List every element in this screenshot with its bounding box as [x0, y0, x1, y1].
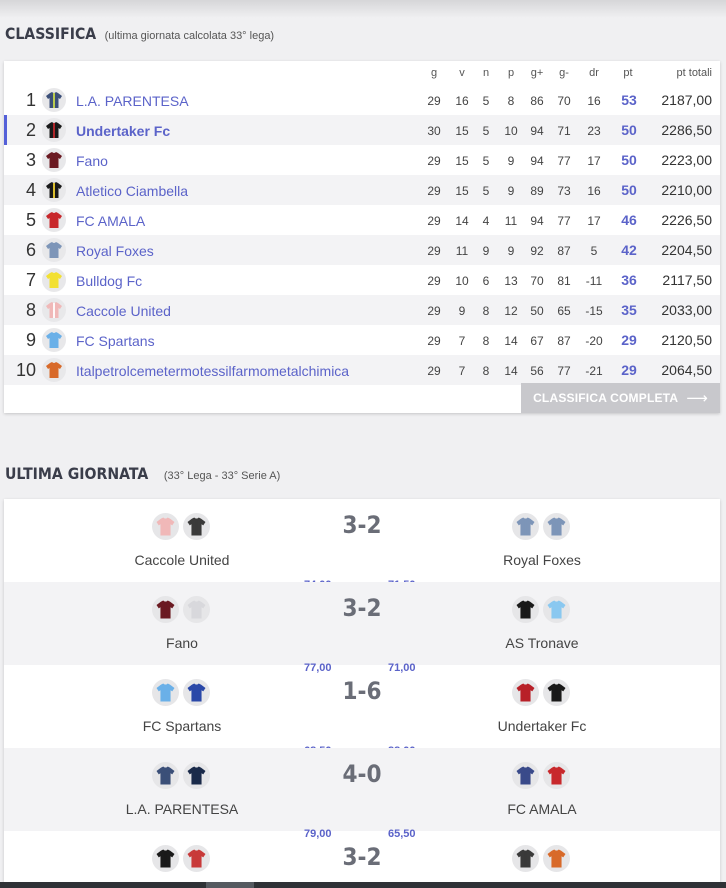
- table-row[interactable]: [4, 325, 720, 355]
- cell-pt: 50: [621, 152, 637, 168]
- away-fantasy-points: 65,50: [388, 828, 416, 840]
- col-dr: dr: [589, 67, 599, 79]
- cell-gminus: 77: [557, 214, 571, 228]
- cell-dr: 23: [587, 124, 601, 138]
- team-name-link[interactable]: Undertaker Fc: [76, 123, 171, 139]
- cell-dr: -11: [585, 274, 603, 288]
- cell-v: 9: [458, 304, 466, 318]
- cell-p: 12: [504, 304, 518, 318]
- full-standings-label: CLASSIFICA COMPLETA: [533, 391, 679, 405]
- standings-subtitle: (ultima giornata calcolata 33° lega): [104, 30, 275, 42]
- col-gminus: g-: [559, 67, 569, 79]
- cell-gminus: 70: [557, 94, 571, 108]
- cell-pt: 35: [621, 302, 637, 318]
- rank: 9: [25, 330, 36, 350]
- home-team-name[interactable]: L.A. PARENTESA: [125, 801, 239, 817]
- standings-heading: [5, 24, 274, 43]
- arrow-right-icon: ⟶: [686, 390, 708, 407]
- cell-total: 2117,50: [662, 272, 712, 288]
- team-logo-icon: [152, 762, 179, 789]
- cell-n: 5: [482, 154, 490, 168]
- jersey-icon: [42, 238, 66, 262]
- col-g: g: [430, 67, 438, 79]
- home-team-name[interactable]: FC Spartans: [142, 718, 222, 734]
- team-logo-icon: [183, 845, 210, 872]
- cell-v: 14: [455, 214, 469, 228]
- table-row[interactable]: [4, 175, 720, 205]
- cell-total: 2286,50: [661, 122, 712, 138]
- away-team-name[interactable]: AS Tronave: [505, 635, 579, 651]
- cell-gplus: 86: [530, 94, 544, 108]
- cell-gminus: 87: [557, 244, 571, 258]
- rank: 8: [25, 300, 36, 320]
- home-team-name[interactable]: Fano: [166, 635, 198, 651]
- cell-p: 11: [504, 214, 518, 228]
- scrollbar-thumb[interactable]: [206, 882, 254, 888]
- cell-gplus: 94: [530, 154, 544, 168]
- cell-gplus: 94: [530, 124, 544, 138]
- top-shadow: [0, 0, 726, 18]
- cell-g: 29: [427, 364, 441, 378]
- cell-gminus: 73: [557, 184, 571, 198]
- cell-gminus: 65: [557, 304, 571, 318]
- rank: 1: [25, 90, 36, 110]
- match-score: 4-0: [342, 760, 382, 788]
- home-icons: [152, 679, 210, 706]
- cell-v: 15: [455, 184, 469, 198]
- team-logo-icon: [152, 513, 179, 540]
- match-item[interactable]: [4, 831, 720, 888]
- round-title: ULTIMA GIORNATA: [5, 464, 149, 483]
- away-icons: [512, 513, 570, 540]
- cell-v: 7: [458, 364, 466, 378]
- match-score: 3-2: [342, 843, 382, 871]
- cell-gplus: 50: [530, 304, 544, 318]
- jersey-icon: [42, 358, 66, 382]
- cell-dr: 17: [587, 214, 601, 228]
- team-name-link[interactable]: Italpetrolcemetermotessilfarmometalchimica: [76, 363, 350, 379]
- cell-pt: 42: [621, 242, 637, 258]
- team-name-link[interactable]: L.A. PARENTESA: [76, 93, 189, 109]
- match-score: 1-6: [342, 677, 382, 705]
- table-row[interactable]: [4, 265, 720, 295]
- cell-n: 8: [482, 364, 490, 378]
- team-logo-icon: [512, 679, 539, 706]
- standings-header: [4, 67, 720, 83]
- cell-pt: 36: [621, 272, 637, 288]
- cell-dr: 5: [590, 244, 598, 258]
- team-logo-icon: [183, 596, 210, 623]
- team-logo-icon: [512, 513, 539, 540]
- table-row[interactable]: [4, 85, 720, 115]
- cell-dr: -21: [585, 364, 603, 378]
- cell-n: 9: [482, 244, 490, 258]
- team-logo-icon: [183, 679, 210, 706]
- matches-list: [4, 499, 720, 888]
- cell-p: 8: [507, 94, 515, 108]
- team-logo-icon: [543, 762, 570, 789]
- cell-dr: -15: [585, 304, 603, 318]
- col-pt: pt: [623, 67, 633, 79]
- team-logo-icon: [152, 679, 179, 706]
- jersey-icon: [42, 328, 66, 352]
- table-row[interactable]: [4, 235, 720, 265]
- match-item[interactable]: [4, 582, 720, 674]
- away-team-name[interactable]: Undertaker Fc: [497, 718, 587, 734]
- team-logo-icon: [543, 679, 570, 706]
- home-icons: [152, 762, 210, 789]
- cell-g: 29: [427, 184, 441, 198]
- cell-p: 14: [504, 334, 518, 348]
- jersey-icon: [42, 148, 66, 172]
- rank: 7: [25, 270, 36, 290]
- away-team-name[interactable]: FC AMALA: [507, 801, 577, 817]
- home-icons: [152, 845, 210, 872]
- home-icons: [152, 513, 210, 540]
- standings-table: [4, 61, 720, 413]
- standings-title: CLASSIFICA: [5, 24, 97, 43]
- team-name-link[interactable]: FC AMALA: [76, 213, 146, 229]
- col-gplus: g+: [530, 67, 544, 79]
- cell-gplus: 67: [530, 334, 544, 348]
- cell-p: 9: [507, 154, 515, 168]
- rank: 5: [25, 210, 36, 230]
- team-logo-icon: [152, 596, 179, 623]
- cell-p: 10: [504, 124, 518, 138]
- col-total: pt totali: [676, 67, 712, 79]
- cell-gplus: 70: [530, 274, 544, 288]
- cell-gplus: 56: [530, 364, 544, 378]
- rank: 2: [25, 120, 36, 140]
- table-row[interactable]: [4, 295, 720, 325]
- match-score: 3-2: [342, 511, 382, 539]
- cell-gminus: 77: [557, 364, 571, 378]
- team-logo-icon: [152, 845, 179, 872]
- cell-gminus: 87: [557, 334, 571, 348]
- cell-g: 29: [427, 244, 441, 258]
- cell-n: 6: [482, 274, 490, 288]
- cell-gplus: 89: [530, 184, 544, 198]
- cell-total: 2226,50: [661, 212, 712, 228]
- cell-dr: 16: [587, 94, 601, 108]
- away-icons: [512, 679, 570, 706]
- col-n: n: [482, 67, 490, 79]
- cell-n: 4: [482, 214, 490, 228]
- cell-g: 29: [427, 94, 441, 108]
- cell-g: 29: [427, 304, 441, 318]
- cell-n: 8: [482, 334, 490, 348]
- cell-pt: 53: [621, 92, 637, 108]
- cell-gminus: 71: [557, 124, 571, 138]
- table-row[interactable]: [4, 355, 720, 385]
- cell-pt: 50: [621, 122, 637, 138]
- cell-p: 14: [504, 364, 518, 378]
- cell-v: 16: [455, 94, 469, 108]
- cell-dr: 17: [587, 154, 601, 168]
- cell-g: 29: [427, 334, 441, 348]
- cell-v: 10: [455, 274, 469, 288]
- away-icons: [512, 762, 570, 789]
- cell-v: 15: [455, 154, 469, 168]
- cell-g: 29: [427, 214, 441, 228]
- jersey-icon: [42, 178, 66, 202]
- team-logo-icon: [512, 845, 539, 872]
- home-fantasy-points: 79,00: [304, 828, 332, 840]
- match-item[interactable]: [4, 665, 720, 748]
- away-icons: [512, 845, 570, 872]
- cell-v: 15: [455, 124, 469, 138]
- jersey-icon: [42, 298, 66, 322]
- cell-total: 2210,00: [661, 182, 712, 198]
- team-logo-icon: [183, 762, 210, 789]
- cell-dr: 16: [587, 184, 601, 198]
- cell-total: 2204,50: [661, 242, 712, 258]
- cell-total: 2187,00: [661, 92, 712, 108]
- cell-gminus: 81: [557, 274, 571, 288]
- team-logo-icon: [183, 513, 210, 540]
- cell-pt: 50: [621, 182, 637, 198]
- team-name-link[interactable]: Caccole United: [76, 303, 171, 319]
- table-row[interactable]: [4, 145, 720, 175]
- team-logo-icon: [543, 596, 570, 623]
- jersey-icon: [42, 118, 66, 142]
- round-heading: [5, 464, 280, 483]
- rank: 3: [25, 150, 36, 170]
- cell-g: 30: [427, 124, 441, 138]
- cell-gplus: 94: [530, 214, 544, 228]
- cell-gplus: 92: [530, 244, 544, 258]
- jersey-icon: [42, 268, 66, 292]
- full-standings-button[interactable]: [521, 383, 720, 413]
- table-row[interactable]: [4, 115, 720, 145]
- home-team-name[interactable]: Caccole United: [134, 552, 230, 568]
- team-name-link[interactable]: Atletico Ciambella: [76, 183, 189, 199]
- team-logo-icon: [512, 762, 539, 789]
- away-fantasy-points: 71,00: [388, 662, 416, 674]
- rank: 4: [25, 180, 36, 200]
- cell-total: 2120,50: [661, 332, 712, 348]
- jersey-icon: [42, 88, 66, 112]
- rank: 10: [15, 360, 36, 380]
- away-team-name[interactable]: Royal Foxes: [503, 552, 581, 568]
- round-subtitle: (33° Lega - 33° Serie A): [163, 470, 281, 482]
- team-name-link[interactable]: Royal Foxes: [76, 243, 154, 259]
- team-logo-icon: [543, 513, 570, 540]
- team-name-link[interactable]: FC Spartans: [76, 333, 155, 349]
- team-name-link[interactable]: Fano: [76, 153, 108, 169]
- cell-p: 9: [507, 244, 515, 258]
- cell-n: 5: [482, 184, 490, 198]
- team-logo-icon: [543, 845, 570, 872]
- cell-v: 11: [455, 244, 469, 258]
- cell-n: 5: [482, 94, 490, 108]
- team-name-link[interactable]: Bulldog Fc: [76, 273, 143, 289]
- cell-total: 2033,00: [661, 302, 712, 318]
- match-item[interactable]: [4, 499, 720, 582]
- col-p: p: [507, 67, 515, 79]
- match-item[interactable]: [4, 748, 720, 840]
- cell-total: 2223,00: [661, 152, 712, 168]
- match-score: 3-2: [342, 594, 382, 622]
- cell-pt: 29: [621, 332, 637, 348]
- table-row[interactable]: [4, 205, 720, 235]
- cell-g: 29: [427, 274, 441, 288]
- col-v: v: [459, 67, 465, 79]
- jersey-icon: [42, 208, 66, 232]
- cell-pt: 46: [621, 212, 637, 228]
- team-logo-icon: [512, 596, 539, 623]
- rank: 6: [25, 240, 36, 260]
- cell-p: 13: [504, 274, 518, 288]
- home-fantasy-points: 77,00: [304, 662, 332, 674]
- cell-pt: 29: [621, 362, 637, 378]
- away-icons: [512, 596, 570, 623]
- cell-g: 29: [427, 154, 441, 168]
- cell-gminus: 77: [557, 154, 571, 168]
- cell-n: 5: [482, 124, 490, 138]
- cell-total: 2064,50: [661, 362, 712, 378]
- cell-v: 7: [458, 334, 466, 348]
- horizontal-scrollbar[interactable]: [0, 882, 726, 888]
- cell-p: 9: [507, 184, 515, 198]
- cell-dr: -20: [585, 334, 603, 348]
- cell-n: 8: [482, 304, 490, 318]
- home-icons: [152, 596, 210, 623]
